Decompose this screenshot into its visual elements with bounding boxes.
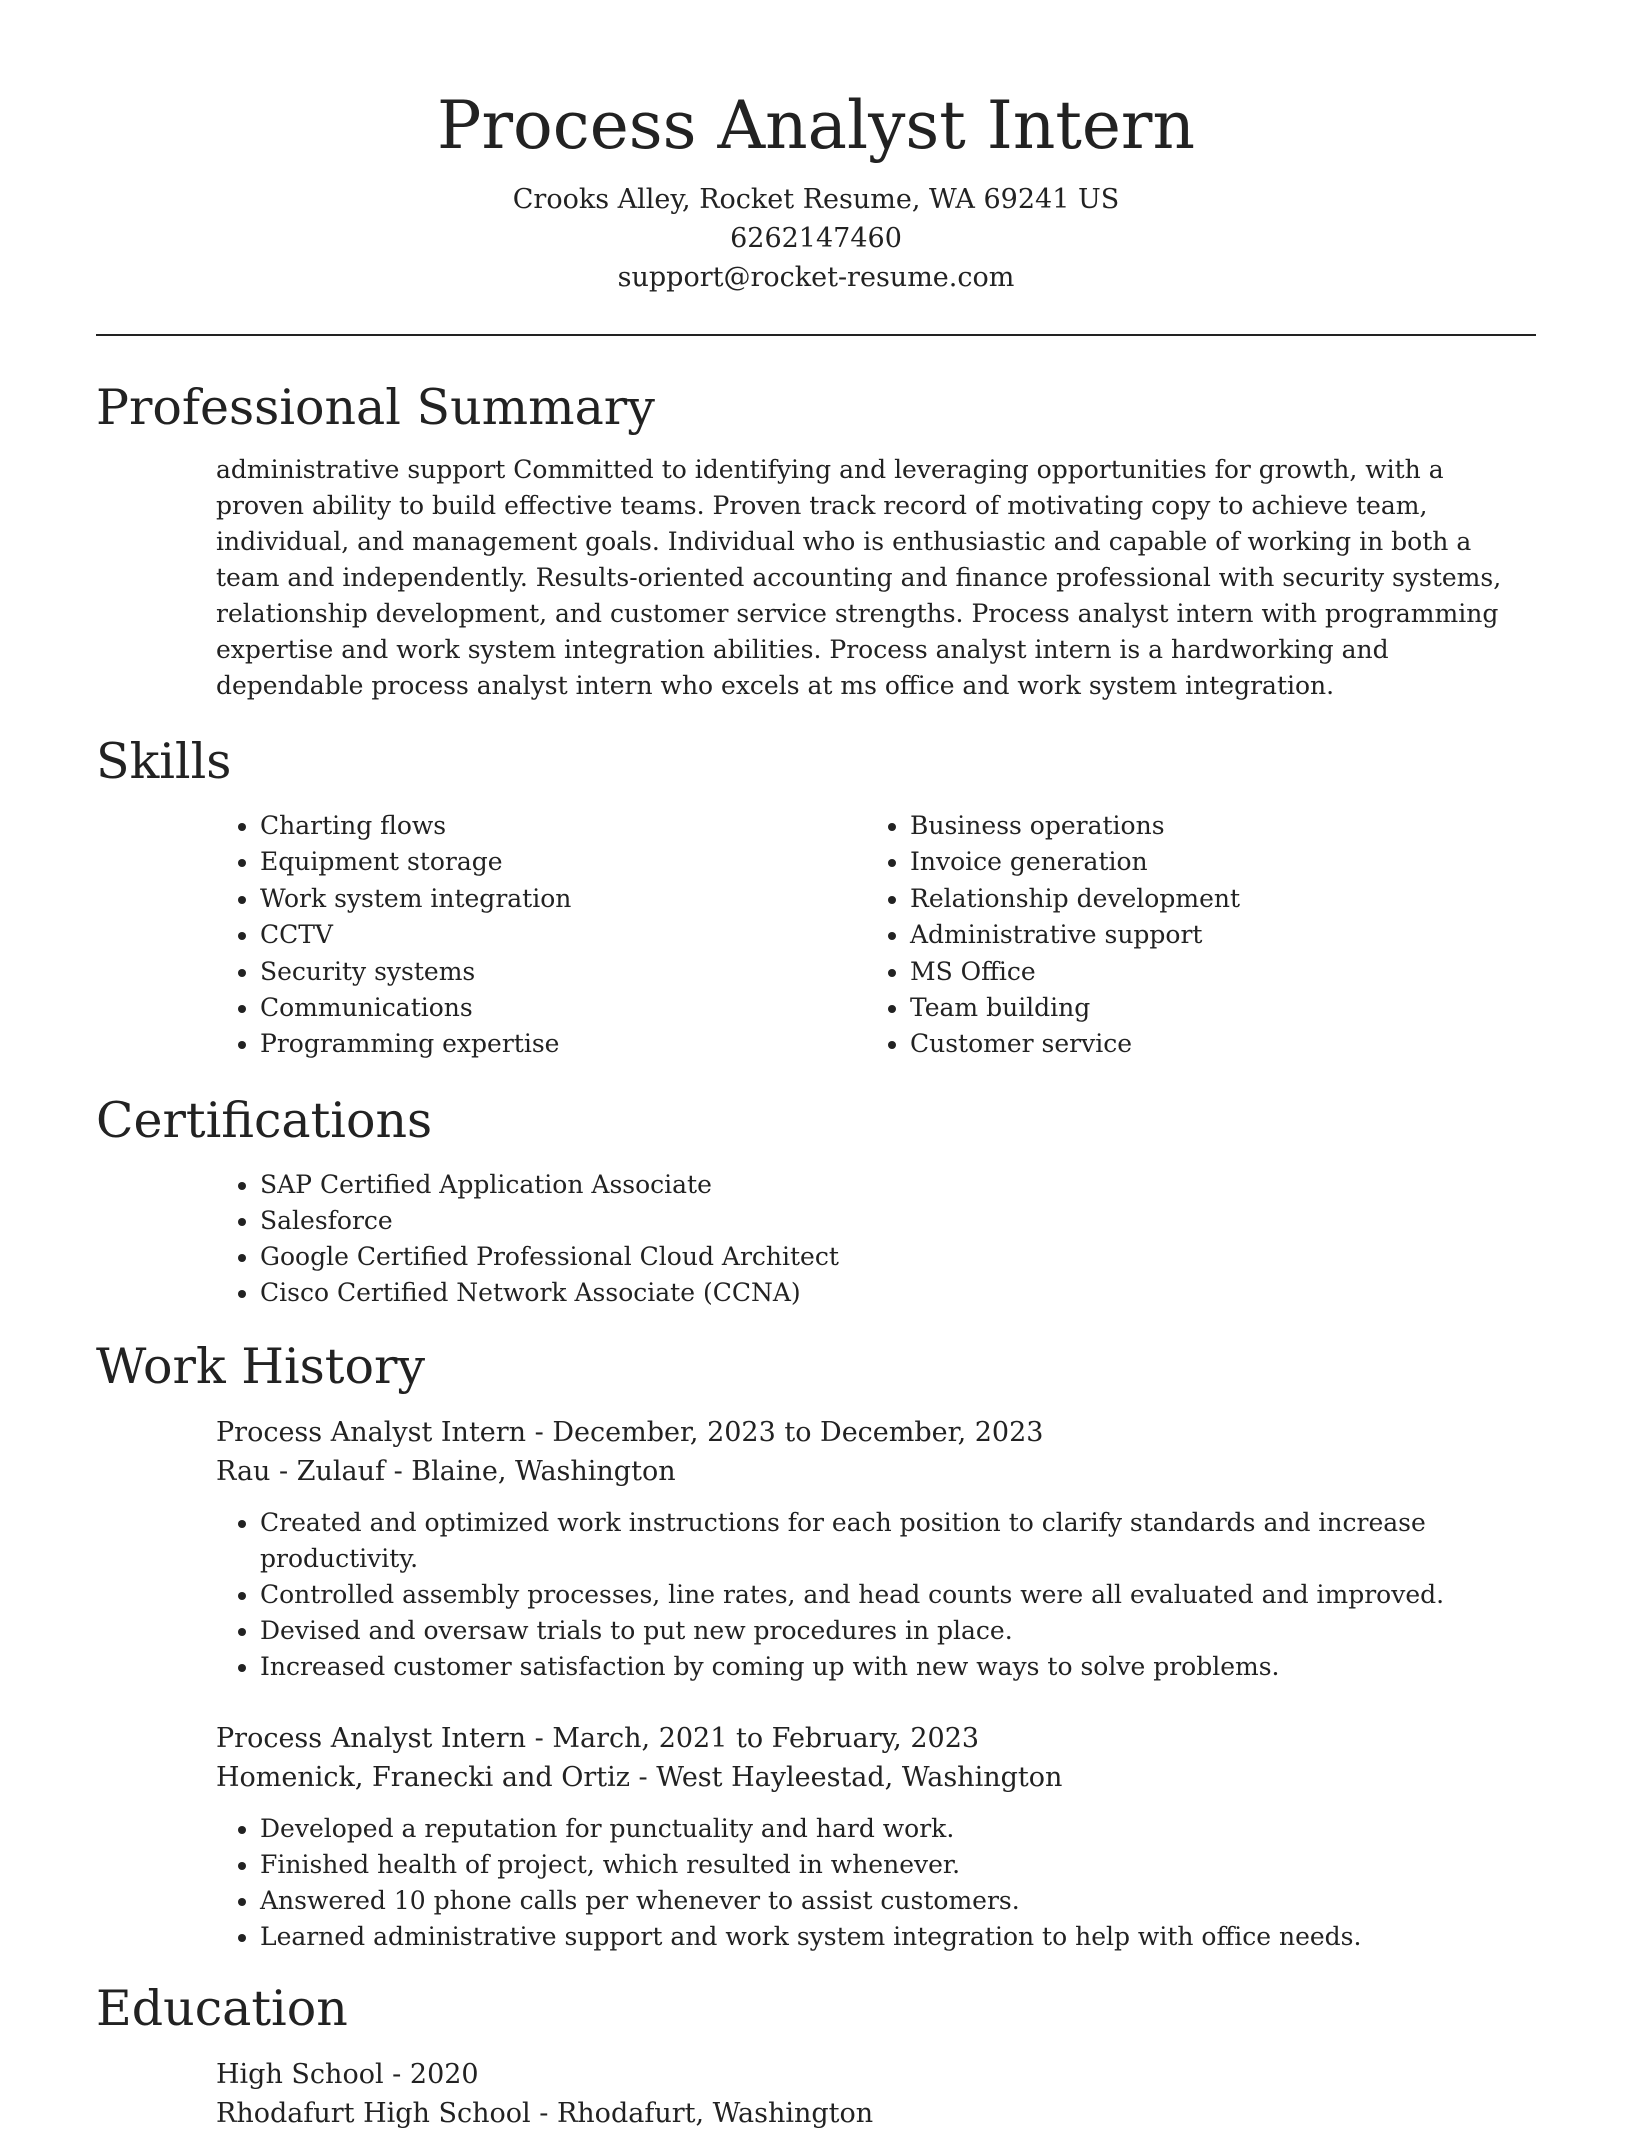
- separator: -: [629, 1761, 657, 1793]
- skill-item: • Equipment storage: [260, 844, 866, 880]
- job-duty: • Answered 10 phone calls per whenever to assist customers.: [260, 1883, 1536, 1919]
- skills-list: [216, 808, 1536, 1063]
- skill-item: • Communications: [260, 990, 866, 1026]
- contact-email: support@rocket-resume.com: [617, 262, 1015, 293]
- job-entry: [216, 1719, 1536, 1955]
- education-school-line: [216, 2094, 1536, 2133]
- job-entry: [216, 1413, 1536, 1685]
- resume-page: [96, 0, 1536, 2133]
- certification-item: • Salesforce: [260, 1203, 1536, 1239]
- job-location: Blaine, Washington: [411, 1455, 676, 1487]
- candidate-name: Process Analyst Intern: [437, 87, 1195, 164]
- work-history-heading: Work History: [96, 1337, 426, 1395]
- job-role: Process Analyst Intern: [216, 1722, 527, 1754]
- summary-text: administrative support Committed to identifying and leveraging opportunities for growth, with a proven ability to build effective teams. Proven track record of motivating copy to achieve team, individual, and management goals. Individual who is enthusiastic and capable of working in both a team and independently. Results-oriented accounting and finance professional with security systems, relationship development, and customer service strengths. Process analyst intern with programming expertise and work system integration abilities. Process analyst intern is a hardworking and dependable process analyst intern who excels at ms office and work system integration.: [216, 455, 1502, 700]
- education-location: Rhodafurt, Washington: [556, 2097, 874, 2129]
- job-company-line: [216, 1452, 1536, 1491]
- job-company: Rau - Zulauf: [216, 1455, 385, 1487]
- job-title-line: [216, 1719, 1536, 1758]
- job-duty: • Controlled assembly processes, line rates, and head counts were all evaluated and improved.: [260, 1577, 1536, 1613]
- job-company-line: [216, 1758, 1536, 1797]
- education-heading: Education: [96, 1979, 348, 2037]
- job-duty: • Increased customer satisfaction by coming up with new ways to solve problems.: [260, 1649, 1536, 1685]
- education-degree: High School: [216, 2058, 384, 2090]
- header-divider: [96, 334, 1536, 336]
- job-dates: December, 2023 to December, 2023: [552, 1416, 1044, 1448]
- certification-item: • Cisco Certified Network Associate (CCNA): [260, 1275, 1536, 1311]
- job-duty: • Learned administrative support and work system integration to help with office needs.: [260, 1919, 1536, 1955]
- contact-phone: 6262147460: [730, 223, 902, 254]
- job-duty: • Created and optimized work instructions for each position to clarify standards and increase productivity.: [260, 1505, 1536, 1577]
- skill-item: • MS Office: [910, 954, 1516, 990]
- skill-item: • Charting flows: [260, 808, 866, 844]
- resume-header: [96, 0, 1536, 297]
- job-duty: • Developed a reputation for punctuality and hard work.: [260, 1811, 1536, 1847]
- certification-item: • SAP Certified Application Associate: [260, 1167, 1536, 1203]
- separator: -: [526, 1722, 553, 1754]
- job-duty: • Devised and oversaw trials to put new procedures in place.: [260, 1613, 1536, 1649]
- education-degree-line: [216, 2055, 1536, 2094]
- skill-item: • Team building: [910, 990, 1516, 1026]
- certification-item: • Google Certified Professional Cloud Architect: [260, 1239, 1536, 1275]
- job-title-line: [216, 1413, 1536, 1452]
- skill-item: • Invoice generation: [910, 844, 1516, 880]
- skills-column-right: [866, 808, 1516, 1063]
- education-entry: [216, 2055, 1536, 2133]
- skill-item: • Programming expertise: [260, 1026, 866, 1062]
- certifications-list: [216, 1167, 1536, 1311]
- separator: -: [530, 2097, 557, 2129]
- job-company: Homenick, Franecki and Ortiz: [216, 1761, 630, 1793]
- job-dates: March, 2021 to February, 2023: [552, 1722, 980, 1754]
- skills-heading: Skills: [96, 733, 232, 790]
- separator: -: [383, 2058, 410, 2090]
- skill-item: • CCTV: [260, 917, 866, 953]
- contact-address: Crooks Alley, Rocket Resume, WA 69241 US: [512, 184, 1120, 215]
- skill-item: • Administrative support: [910, 917, 1516, 953]
- job-duties-list: [216, 1811, 1536, 1955]
- skill-item: • Security systems: [260, 954, 866, 990]
- skill-item: • Customer service: [910, 1026, 1516, 1062]
- summary-heading: Professional Summary: [96, 379, 655, 436]
- skill-item: • Work system integration: [260, 881, 866, 917]
- separator: -: [385, 1455, 412, 1487]
- skill-item: • Relationship development: [910, 881, 1516, 917]
- skill-item: • Business operations: [910, 808, 1516, 844]
- skills-column-left: [216, 808, 866, 1063]
- education-year: 2020: [409, 2058, 479, 2090]
- job-duties-list: [216, 1505, 1536, 1685]
- job-role: Process Analyst Intern: [216, 1416, 527, 1448]
- job-duty: • Finished health of project, which resulted in whenever.: [260, 1847, 1536, 1883]
- certifications-heading: Certifications: [96, 1091, 433, 1149]
- education-school: Rhodafurt High School: [216, 2097, 531, 2129]
- job-location: West Hayleestad, Washington: [656, 1761, 1063, 1793]
- separator: -: [526, 1416, 553, 1448]
